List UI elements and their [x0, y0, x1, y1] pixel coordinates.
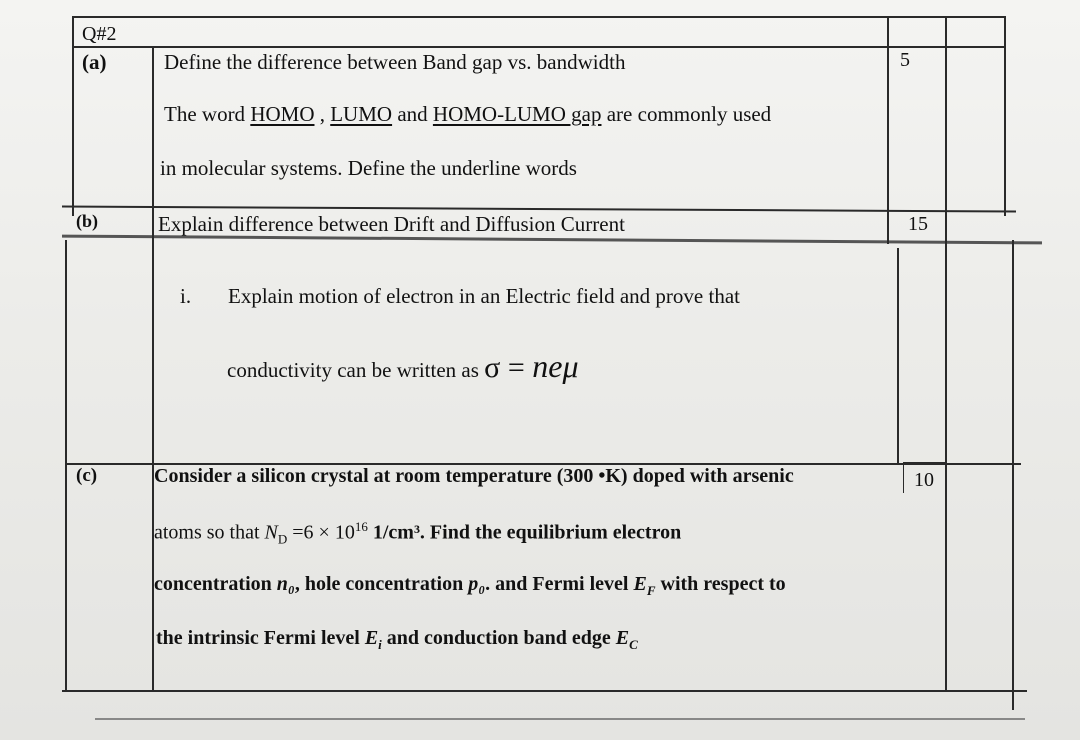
formula-sigma: σ [484, 351, 501, 384]
exponent: 16 [354, 519, 368, 534]
part-c-line2 [154, 520, 681, 546]
part-b-sub-line2-pre: conductivity can be written as [227, 358, 485, 382]
ef-subscript: F [646, 583, 656, 598]
part-a-line2-sep1: , [314, 102, 331, 126]
term-homo-lumo-gap: HOMO-LUMO gap [432, 102, 602, 126]
part-c-line2-pre: atoms so that [154, 521, 265, 544]
table-left-border-lower [65, 240, 67, 692]
part-a-label: (a) [82, 50, 107, 74]
n0-symbol: n₀ [276, 573, 295, 595]
part-c-marks-box [903, 462, 947, 493]
marks-column-left [887, 16, 889, 244]
table-right-border [1004, 16, 1006, 216]
table-bottom-border [62, 690, 1027, 692]
header-row-divider [72, 46, 1005, 48]
part-b-sub-number: i. [180, 284, 192, 308]
part-a-line2-post: are commonly used [601, 102, 772, 126]
row-b-top-line [62, 235, 1042, 245]
part-a-marks: 5 [900, 49, 910, 71]
part-b-label: (b) [76, 211, 98, 231]
part-a-line2 [164, 104, 771, 125]
part-c-line2-mid: =6 × 10 [287, 521, 355, 544]
part-c-line1: Consider a silicon crystal at room temperature (300 •K) doped with arsenic [154, 465, 794, 487]
part-c-line3-pre: concentration [154, 573, 277, 595]
table-right-border-lower [1012, 240, 1014, 710]
part-c-line4 [156, 628, 638, 651]
ei-subscript: i [378, 637, 382, 652]
part-b-marks: 15 [908, 213, 928, 235]
part-a-line3: in molecular systems. Define the underline words [160, 156, 577, 180]
part-c-line4-pre: the intrinsic Fermi level [156, 627, 365, 649]
part-b-sub-line1: Explain motion of electron in an Electric field and prove that [228, 284, 740, 308]
table-top-border [72, 16, 1005, 18]
part-c-marks: 10 [914, 469, 934, 491]
term-lumo: LUMO [330, 102, 393, 126]
part-c-line3-mid: , hole concentration [294, 573, 469, 595]
table-left-border [72, 16, 74, 216]
part-c-line4-mid: and conduction band edge [381, 627, 616, 649]
part-a-line2-pre: The word [164, 102, 251, 126]
formula-ne-mu: neμ [532, 348, 579, 384]
ec-subscript: C [629, 637, 638, 652]
part-a-line2-sep2: and [392, 102, 433, 126]
marks-column-right [945, 16, 947, 692]
part-c-line3-post: with respect to [655, 573, 786, 595]
ec-symbol: E [615, 627, 630, 649]
donor-n: N [264, 521, 278, 544]
part-b-line1: Explain difference between Drift and Diffusion Current [158, 212, 625, 236]
part-c-line2-post: 1/cm³. Find the equilibrium electron [367, 521, 682, 544]
part-c-line3-mid2: . and Fermi level [485, 573, 634, 595]
formula-equals: = [500, 351, 533, 384]
part-b-sub-line2 [227, 350, 579, 383]
part-c-label: (c) [76, 465, 98, 486]
donor-subscript: D [277, 531, 288, 547]
part-a-line1: Define the difference between Band gap vs. bandwidth [164, 50, 626, 74]
part-c-line3 [154, 574, 786, 597]
ef-symbol: E [633, 573, 647, 595]
question-number: Q#2 [82, 23, 117, 45]
term-homo: HOMO [250, 102, 315, 126]
p0-symbol: p₀ [468, 573, 486, 595]
table-bottom-border-2 [95, 718, 1025, 720]
marks-column-left-lower [897, 248, 899, 463]
ei-symbol: E [364, 627, 379, 649]
